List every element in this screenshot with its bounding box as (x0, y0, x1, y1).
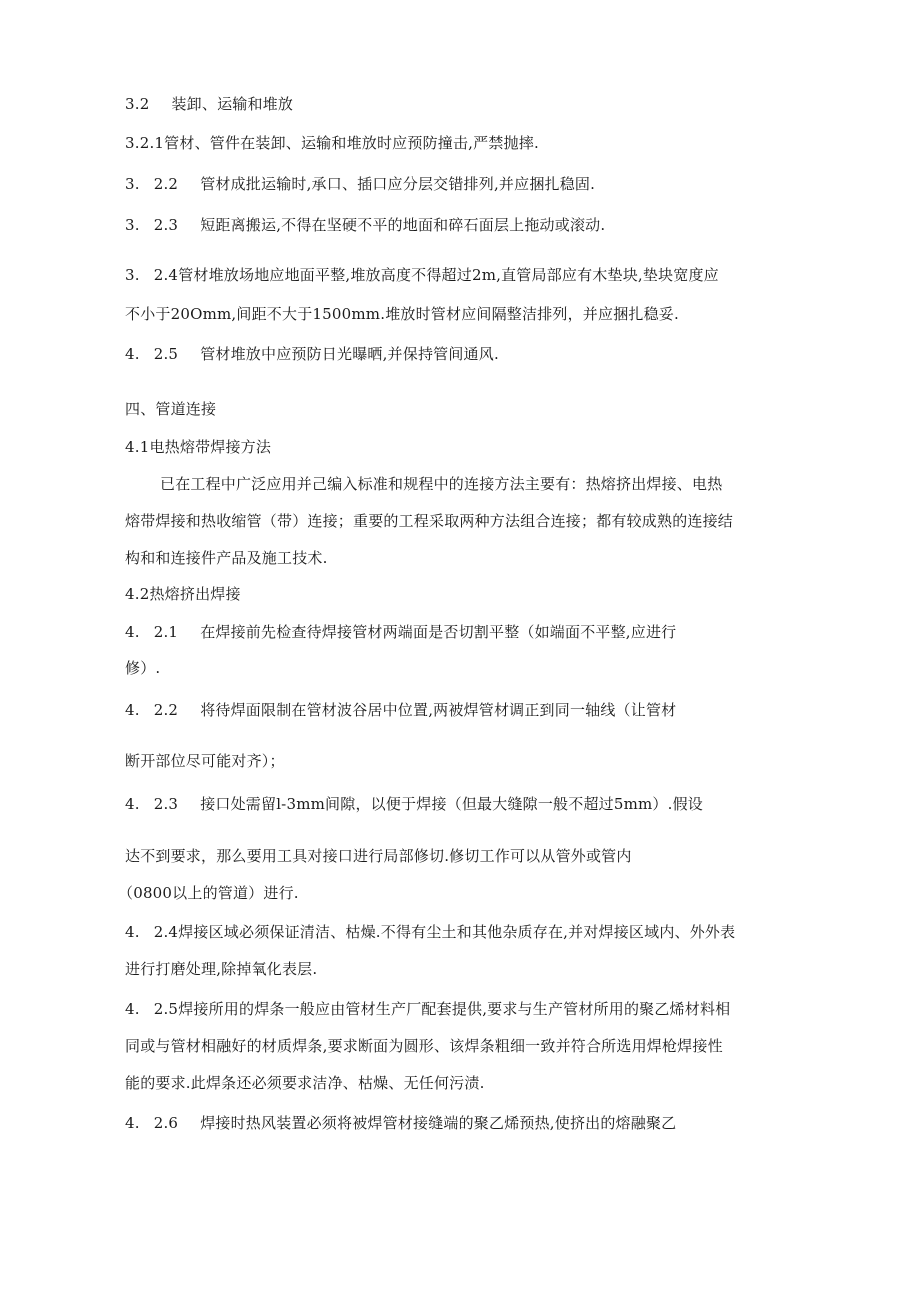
clause-text: 达不到要求，那么要用工具对接口进行局部修切.修切工作可以从管外或管内 (125, 847, 632, 865)
clause-number-suffix: 2.2 (153, 175, 179, 193)
clause-number-suffix: 2.4 (153, 266, 179, 284)
clause-4-2-5-line-2 (125, 1036, 723, 1056)
clause-4-2-3-line-3 (118, 883, 299, 903)
paragraph-text: 构和和连接件产品及施工技术. (125, 549, 328, 567)
clause-number-prefix: 4. (125, 1114, 140, 1132)
clause-number-prefix: 3. (125, 266, 140, 284)
section-number: 4.1 (125, 438, 150, 456)
clause-text: 能的要求.此焊条还必须要求洁净、枯燥、无任何污渍. (125, 1074, 485, 1092)
clause-3-2-2 (125, 174, 595, 194)
clause-number-prefix: 3. (125, 175, 140, 193)
clause-number-prefix: 4. (125, 795, 140, 813)
clause-4-2-3-line-1 (125, 794, 703, 814)
section-title: 电热熔带焊接方法 (149, 438, 272, 456)
clause-text: 管材堆放中应预防日光曝晒,并保持管间通风. (200, 345, 499, 363)
clause-number: 3.2.1 (125, 134, 165, 152)
clause-number-suffix: 2.3 (153, 216, 179, 234)
clause-3-2-4-line-2 (125, 304, 679, 324)
clause-4-2-1-line-1 (125, 622, 676, 642)
clause-text: 短距离搬运,不得在坚硬不平的地面和碎石面层上拖动或滚动. (200, 216, 606, 234)
clause-4-2-5-storage (125, 344, 499, 364)
clause-4-2-5-line-1 (125, 999, 730, 1019)
clause-text: 断开部位尽可能对齐）； (125, 752, 285, 770)
clause-number-prefix: 4. (125, 345, 140, 363)
section-3-2-heading (125, 94, 293, 114)
clause-number-suffix: 2.1 (153, 623, 179, 641)
section-4-2-heading (125, 584, 241, 604)
clause-text: 将待焊面限制在管材波谷居中位置,两被焊管材调正到同一轴线（让管材 (200, 701, 677, 719)
paragraph-text: 熔带焊接和热收缩管（带）连接；重要的工程采取两种方法组合连接；都有较成熟的连接结 (125, 512, 734, 530)
clause-number-prefix: 4. (125, 923, 140, 941)
clause-number-suffix: 2.5 (153, 345, 179, 363)
paragraph-text: 已在工程中广泛应用并己编入标准和规程中的连接方法主要有：热熔挤出焊接、电热 (160, 475, 723, 493)
clause-number-suffix: 2.2 (153, 701, 179, 719)
chapter-title: 四、管道连接 (125, 400, 217, 418)
clause-text: 焊接区域必须保证清洁、枯燥.不得有尘土和其他杂质存在,并对焊接区域内、外外表 (178, 923, 736, 941)
clause-text: 管材堆放场地应地面平整,堆放高度不得超过2m,直管局部应有木垫块,垫块宽度应 (178, 266, 719, 284)
clause-text: 不小于20Omm,间距不大于1500mm.堆放时管材应间隔整洁排列，并应捆扎稳妥. (125, 305, 679, 323)
clause-text: 在焊接前先检查待焊接管材两端面是否切割平整（如端面不平整,应进行 (200, 623, 677, 641)
clause-3-2-4-line-1 (125, 265, 719, 285)
clause-4-2-3-line-2 (125, 846, 632, 866)
clause-number-suffix: 2.6 (153, 1114, 179, 1132)
clause-text: 修）. (125, 659, 161, 677)
clause-number-prefix: 4. (125, 1000, 140, 1018)
clause-text: 焊接时热风装置必须将被焊管材接缝端的聚乙烯预热,使挤出的熔融聚乙 (200, 1114, 677, 1132)
clause-text: 管材、管件在装卸、运输和堆放时应预防撞击,严禁抛摔. (164, 134, 539, 152)
section-4-1-para-line-1 (160, 474, 722, 494)
clause-number-prefix: 4. (125, 623, 140, 641)
clause-text: 接口处需留l-3mm间隙，以便于焊接（但最大缝隙一般不超过5mm）.假设 (200, 795, 704, 813)
clause-4-2-5-line-3 (125, 1073, 485, 1093)
chapter-4-heading (125, 399, 216, 419)
clause-4-2-4-line-2 (125, 959, 317, 979)
clause-number-suffix: 2.3 (153, 795, 179, 813)
clause-number-suffix: 2.5 (153, 1000, 179, 1018)
clause-text: 管材成批运输时,承口、插口应分层交错排列,并应捆扎稳固. (200, 175, 596, 193)
clause-3-2-1 (125, 133, 539, 153)
clause-4-2-2-line-2 (125, 751, 285, 771)
clause-text: 进行打磨处理,除掉氧化表层. (125, 960, 318, 978)
clause-4-2-4-line-1 (125, 922, 735, 942)
clause-4-2-6-line-1 (125, 1113, 676, 1133)
section-4-1-para-line-2 (125, 511, 733, 531)
section-number: 3.2 (125, 95, 150, 113)
section-title: 装卸、运输和堆放 (171, 95, 294, 113)
clause-3-2-3 (125, 215, 605, 235)
section-4-1-para-line-3 (125, 548, 328, 568)
section-title: 热熔挤出焊接 (149, 585, 241, 603)
clause-text: 焊接所用的焊条一般应由管材生产厂配套提供,要求与生产管材所用的聚乙烯材料相 (178, 1000, 731, 1018)
clause-number-prefix: 4. (125, 701, 140, 719)
clause-number-suffix: 2.4 (153, 923, 179, 941)
clause-4-2-1-line-2 (125, 658, 160, 678)
clause-number-prefix: 3. (125, 216, 140, 234)
section-number: 4.2 (125, 585, 150, 603)
clause-text: 同或与管材相融好的材质焊条,要求断面为圆形、该焊条粗细一致并符合所选用焊枪焊接性 (125, 1037, 723, 1055)
clause-4-2-2-line-1 (125, 700, 676, 720)
clause-text: （0800以上的管道）进行. (118, 884, 299, 902)
section-4-1-heading (125, 437, 271, 457)
